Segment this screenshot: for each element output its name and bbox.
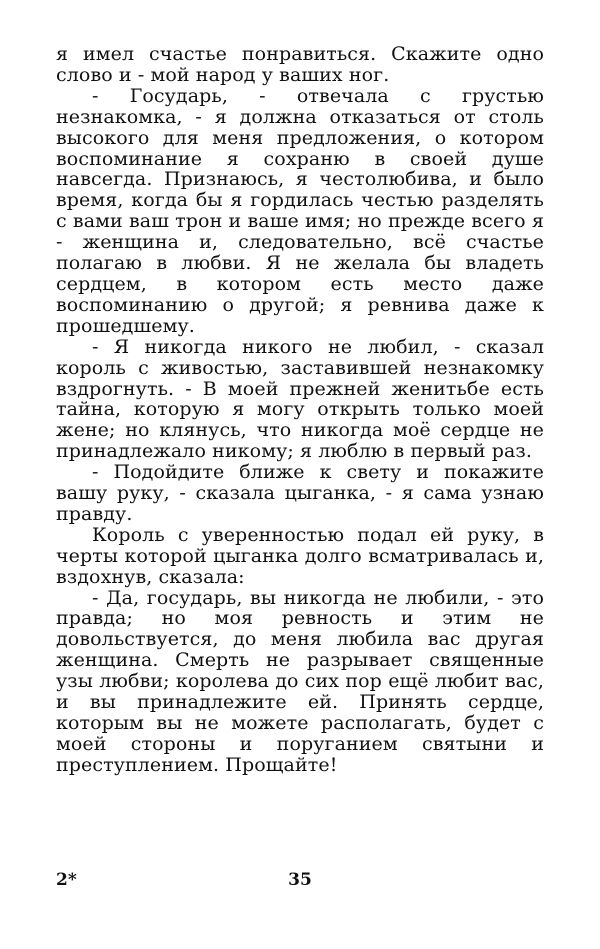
- page-number: 35: [288, 870, 312, 890]
- paragraph-gypsy-request: - Подойдите ближе к свету и покажите вашу руку, - сказала цыганка, - я сама узнаю правду.: [56, 461, 544, 525]
- paragraph-king-hand: Король с уверенностью подал ей руку, в черты которой цыганка долго всматривалась и, вздохнув, сказала:: [56, 523, 544, 588]
- paragraph-king-reply: - Я никогда никого не любил, - сказал король с живостью, заставившей незнакомку вздрогнуть. - В моей прежней женитьбе есть тайна, которую я могу открыть только моей жене; но клянусь, что никогда моё сердце не принадлежало никому; я люблю в первый раз.: [56, 335, 544, 463]
- page-footer: [56, 870, 544, 894]
- signature-mark: 2*: [56, 870, 77, 890]
- paragraph-gypsy-verdict: - Да, государь, вы никогда не любили, - это правда; но моя ревность и этим не довольствуется, до меня любила вас другая женщина. Смерть не разрывает священные узы любви; королева до сих пор ещё любит вас, и вы принадлежите ей. Принять сердце, которым вы не можете располагать, будет с моей стороны и поруганием святыни и преступлением. Прощайте!: [56, 586, 544, 776]
- paragraph-continuation: я имел счастье понравиться. Скажите одно слово и - мой народ у ваших ног.: [56, 43, 544, 86]
- paragraph-stranger-reply: - Государь, - отвечала с грустью незнакомка, - я должна отказаться от столь высокого для меня предложения, о котором воспоминание я сохраню в своей душе навсегда. Признаюсь, я честолюбива, и было время, когда бы я гордилась честью разделять с вами ваш трон и ваше имя; но прежде всего я - женщина и, следовательно, всё счастье полагаю в любви. Я не желала бы владеть сердцем, в котором есть место даже воспоминанию о другой; я ревнива даже к прошедшему.: [56, 84, 544, 337]
- body-text: [56, 44, 544, 776]
